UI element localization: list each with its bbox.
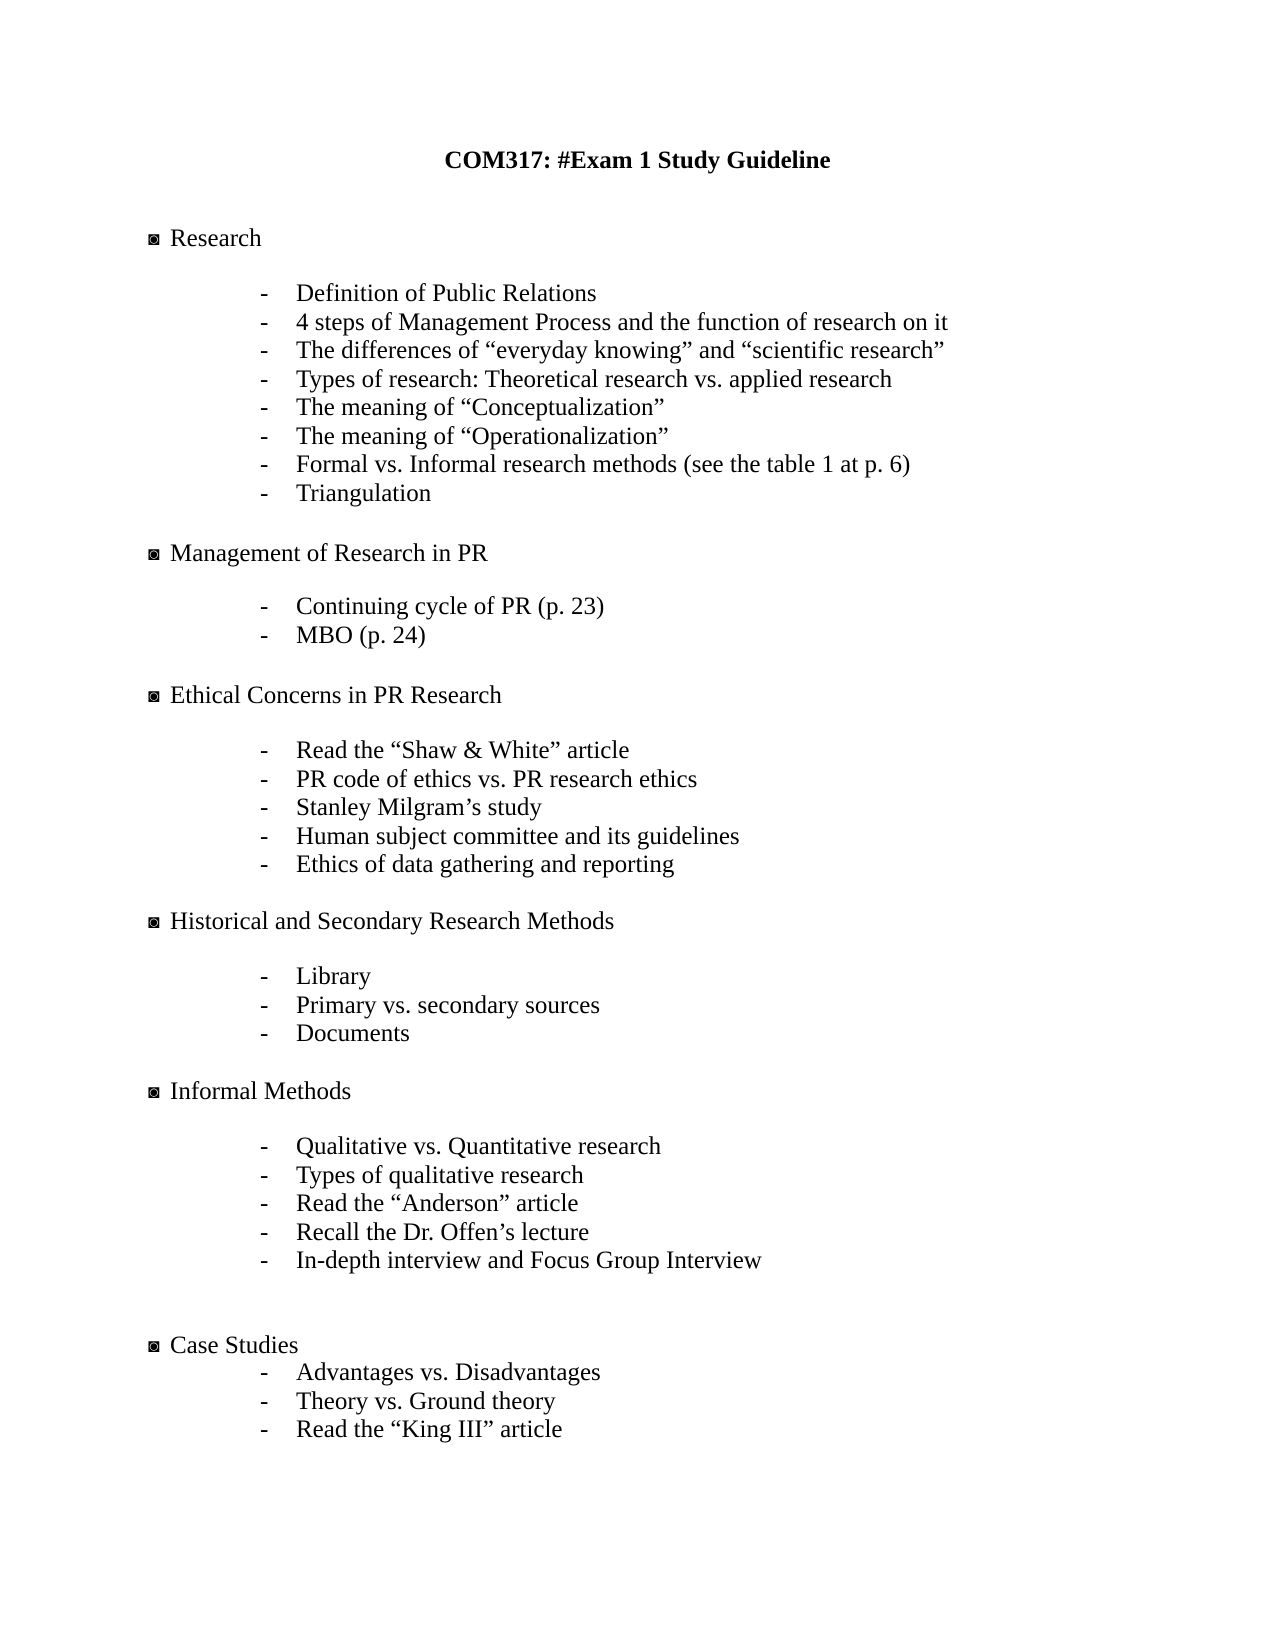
dash-marker: -	[260, 621, 269, 649]
dash-marker: -	[260, 1247, 269, 1274]
dash-marker: -	[260, 337, 269, 364]
list-item-text: PR code of ethics vs. PR research ethics	[296, 765, 698, 793]
section-heading	[148, 224, 1148, 254]
list-item	[148, 1359, 1148, 1388]
item-list	[148, 737, 1148, 880]
list-item	[148, 280, 1148, 309]
list-item	[148, 622, 1148, 651]
dash-marker: -	[260, 737, 269, 764]
list-item	[148, 794, 1148, 823]
list-item-text: 4 steps of Management Process and the function of research on it	[296, 308, 948, 336]
list-item-text: Read the “Anderson” article	[296, 1190, 579, 1217]
item-list	[148, 1133, 1148, 1276]
section-heading	[148, 539, 1148, 569]
list-item	[148, 480, 1148, 509]
section-management	[148, 539, 1148, 650]
list-item	[148, 1190, 1148, 1219]
section-heading	[148, 681, 1148, 711]
list-item-text: Ethics of data gathering and reporting	[296, 851, 675, 878]
bullet-icon: ◙	[148, 912, 160, 933]
dash-marker: -	[260, 1020, 269, 1047]
list-item-text: Recall the Dr. Offen’s lecture	[296, 1218, 590, 1246]
dash-marker: -	[260, 451, 269, 478]
list-item-text: Theory vs. Ground theory	[296, 1387, 556, 1415]
list-item-text: In-depth interview and Focus Group Interview	[296, 1247, 762, 1274]
list-item-text: Read the “King III” article	[296, 1416, 563, 1443]
section-research	[148, 224, 1148, 508]
list-item	[148, 309, 1148, 338]
list-item-text: Formal vs. Informal research methods (see the table 1 at p. 6)	[296, 451, 911, 478]
list-item	[148, 593, 1148, 622]
section-case-studies	[148, 1331, 1148, 1445]
dash-marker: -	[260, 765, 269, 793]
list-item	[148, 992, 1148, 1021]
dash-marker: -	[260, 1190, 269, 1217]
list-item	[148, 963, 1148, 992]
list-item-text: Types of research: Theoretical research vs. applied research	[296, 365, 893, 393]
list-item	[148, 766, 1148, 795]
list-item	[148, 1162, 1148, 1191]
list-item	[148, 851, 1148, 880]
document-title: COM317: #Exam 1 Study Guideline	[444, 147, 831, 174]
dash-marker: -	[260, 308, 269, 336]
list-item	[148, 451, 1148, 480]
dash-marker: -	[260, 1133, 269, 1160]
dash-marker: -	[260, 593, 269, 620]
section-heading-text: Ethical Concerns in PR Research	[170, 682, 502, 709]
list-item-text: Advantages vs. Disadvantages	[296, 1359, 601, 1386]
dash-marker: -	[260, 422, 269, 450]
dash-marker: -	[260, 1161, 269, 1189]
list-item	[148, 366, 1148, 395]
list-item-text: The meaning of “Operationalization”	[296, 422, 669, 450]
item-list	[148, 280, 1148, 508]
list-item	[148, 394, 1148, 423]
dash-marker: -	[260, 963, 269, 990]
dash-marker: -	[260, 365, 269, 393]
section-heading-text: Informal Methods	[170, 1078, 352, 1105]
bullet-icon: ◙	[148, 544, 160, 565]
list-item-text: Read the “Shaw & White” article	[296, 737, 630, 764]
list-item-text: Library	[296, 963, 371, 990]
list-item	[148, 1219, 1148, 1248]
section-heading-text: Case Studies	[170, 1332, 299, 1359]
bullet-icon: ◙	[148, 1336, 160, 1357]
list-item-text: Primary vs. secondary sources	[296, 991, 601, 1019]
dash-marker: -	[260, 280, 269, 307]
item-list	[148, 1359, 1148, 1445]
dash-marker: -	[260, 794, 269, 821]
list-item-text: Human subject committee and its guidelines	[296, 822, 740, 850]
bullet-icon: ◙	[148, 1082, 160, 1103]
bullet-icon: ◙	[148, 229, 160, 250]
section-informal-methods	[148, 1077, 1148, 1276]
list-item	[148, 737, 1148, 766]
dash-marker: -	[260, 1416, 269, 1443]
bullet-icon: ◙	[148, 686, 160, 707]
list-item	[148, 823, 1148, 852]
list-item-text: Documents	[296, 1020, 410, 1047]
list-item	[148, 1020, 1148, 1049]
item-list	[148, 963, 1148, 1049]
section-ethical-concerns	[148, 681, 1148, 880]
list-item	[148, 1416, 1148, 1445]
dash-marker: -	[260, 394, 269, 421]
dash-marker: -	[260, 479, 269, 507]
list-item-text: Qualitative vs. Quantitative research	[296, 1133, 662, 1160]
section-historical	[148, 907, 1148, 1049]
section-heading-text: Management of Research in PR	[170, 540, 488, 567]
dash-marker: -	[260, 851, 269, 878]
list-item	[148, 337, 1148, 366]
dash-marker: -	[260, 1359, 269, 1386]
list-item-text: Definition of Public Relations	[296, 280, 597, 307]
list-item	[148, 423, 1148, 452]
list-item-text: Triangulation	[296, 479, 432, 507]
dash-marker: -	[260, 822, 269, 850]
section-heading-text: Historical and Secondary Research Methods	[170, 908, 615, 935]
list-item-text: The differences of “everyday knowing” and “scientific research”	[296, 337, 945, 364]
list-item-text: MBO (p. 24)	[296, 621, 426, 649]
section-heading-text: Research	[170, 225, 262, 252]
list-item-text: The meaning of “Conceptualization”	[296, 394, 665, 421]
list-item	[148, 1388, 1148, 1417]
list-item	[148, 1247, 1148, 1276]
dash-marker: -	[260, 1387, 269, 1415]
dash-marker: -	[260, 1218, 269, 1246]
list-item	[148, 1133, 1148, 1162]
list-item-text: Continuing cycle of PR (p. 23)	[296, 593, 605, 620]
list-item-text: Stanley Milgram’s study	[296, 794, 542, 821]
section-heading	[148, 1077, 1148, 1107]
section-heading	[148, 907, 1148, 937]
dash-marker: -	[260, 991, 269, 1019]
section-heading	[148, 1331, 1148, 1361]
item-list	[148, 593, 1148, 650]
list-item-text: Types of qualitative research	[296, 1161, 584, 1189]
